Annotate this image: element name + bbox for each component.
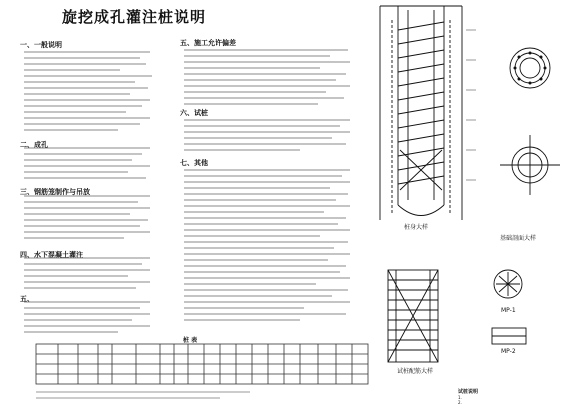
test-notes-title: 试桩说明 (458, 389, 479, 395)
section-heading: 三、钢筋笼制作与吊放 (20, 188, 90, 196)
test-note-item: 1. (458, 395, 462, 400)
pile-table-title: 桩 表 (183, 337, 198, 344)
section-heading: 一、一般说明 (20, 41, 62, 49)
test-note-item: 2. (458, 400, 462, 405)
section-heading: 四、水下混凝土灌注 (20, 251, 83, 259)
section-heading: 七、其他 (180, 159, 208, 167)
page-title: 旋挖成孔灌注桩说明 (62, 8, 207, 26)
mp1-label: MP-1 (501, 307, 516, 314)
section-heading: 五、施工允许偏差 (180, 39, 236, 47)
test-notes (458, 388, 576, 408)
test-pile-detail-label: 试桩配筋大样 (397, 368, 434, 375)
mp2-label: MP-2 (501, 348, 516, 355)
section-heading: 二、成孔 (20, 141, 48, 149)
section-heading: 五、 (20, 295, 34, 303)
pile-detail-label: 桩身大样 (404, 224, 429, 231)
section-heading: 六、试桩 (180, 109, 208, 117)
cap-section-label: 基础剖面大样 (500, 235, 537, 242)
